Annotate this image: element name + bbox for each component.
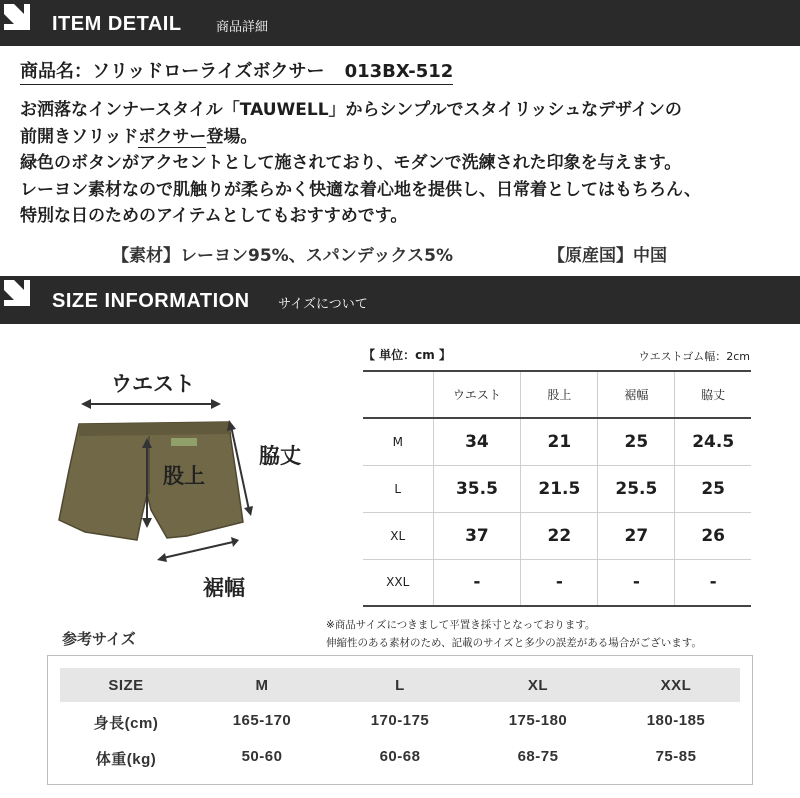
product-name-text: 商品名：ソリッドローライズボクサー bbox=[20, 61, 325, 82]
waist-band-note: ウエストゴム幅：2cm bbox=[638, 350, 750, 363]
table-cell: M bbox=[363, 418, 433, 465]
reference-header-cell: XL bbox=[527, 677, 549, 694]
reference-cell: 165-170 bbox=[232, 712, 292, 729]
size-table-header-cell: 脇丈 bbox=[675, 371, 751, 418]
table-cell: L bbox=[363, 465, 433, 512]
table-cell: - bbox=[675, 559, 751, 606]
size-table-header-cell: ウエスト bbox=[433, 371, 521, 418]
table-cell: 25 bbox=[675, 465, 751, 512]
size-table-header bbox=[363, 371, 751, 418]
reference-size-table bbox=[47, 655, 753, 785]
table-cell: 37 bbox=[433, 512, 521, 559]
reference-cell: 50-60 bbox=[241, 748, 283, 765]
size-table bbox=[363, 370, 751, 607]
table-cell: 34 bbox=[433, 418, 521, 465]
reference-size-title: 参考サイズ bbox=[62, 630, 136, 648]
table-cell: XL bbox=[363, 512, 433, 559]
corner-arrow-icon bbox=[4, 280, 30, 306]
size-note-line: 伸縮性のある素材のため、記載のサイズと多少の誤差がある場合がございます。 bbox=[326, 637, 702, 649]
table-cell: 27 bbox=[598, 512, 675, 559]
table-cell: 25 bbox=[598, 418, 675, 465]
item-detail-header bbox=[0, 0, 800, 46]
reference-header-cell: L bbox=[395, 677, 405, 694]
table-cell: 21 bbox=[521, 418, 598, 465]
origin-info: 【原産国】中国 bbox=[548, 246, 667, 266]
table-cell: 22 bbox=[521, 512, 598, 559]
material-info: 【素材】レーヨン95%、スパンデックス5% bbox=[112, 246, 454, 266]
table-cell: - bbox=[433, 559, 521, 606]
table-row bbox=[363, 418, 751, 465]
product-description bbox=[20, 97, 790, 230]
description-text: 前開きソリッド bbox=[20, 126, 139, 147]
corner-arrow-icon bbox=[4, 4, 30, 30]
reference-cell: 180-185 bbox=[646, 712, 706, 729]
description-line: レーヨン素材なので肌触りが柔らかく快適な着心地を提供し、日常着としてはもちろん、 bbox=[20, 179, 702, 200]
table-cell: 26 bbox=[675, 512, 751, 559]
description-line bbox=[20, 124, 790, 151]
description-line: 特別な日のためのアイテムとしてもおすすめです。 bbox=[20, 206, 408, 226]
size-note-line: ※商品サイズにつきまして平置き採寸となっております。 bbox=[326, 619, 596, 631]
product-name bbox=[20, 57, 453, 85]
size-information-subtitle: サイズについて bbox=[278, 297, 368, 312]
reference-row-label: 体重(kg) bbox=[95, 751, 157, 768]
table-cell: XXL bbox=[363, 559, 433, 606]
item-detail-title: ITEM DETAIL bbox=[52, 13, 182, 35]
table-row bbox=[363, 512, 751, 559]
hem-width-label: 裾幅 bbox=[203, 576, 245, 600]
unit-label: 【 単位：cm 】 bbox=[363, 348, 451, 362]
reference-cell: 60-68 bbox=[379, 748, 421, 765]
size-notes bbox=[326, 616, 702, 652]
size-information-title: SIZE INFORMATION bbox=[52, 290, 250, 312]
size-table-header-cell: 裾幅 bbox=[598, 371, 675, 418]
table-cell: - bbox=[598, 559, 675, 606]
table-cell: - bbox=[521, 559, 598, 606]
reference-cell: 175-180 bbox=[508, 712, 568, 729]
table-row bbox=[363, 465, 751, 512]
description-line: 緑色のボタンがアクセントとして施されており、モダンで洗練された印象を与えます。 bbox=[20, 153, 682, 173]
table-row bbox=[363, 559, 751, 606]
side-length-label: 脇丈 bbox=[259, 444, 301, 468]
product-code: 013BX-512 bbox=[344, 61, 454, 82]
size-table-header-cell bbox=[363, 371, 433, 418]
rise-label: 股上 bbox=[163, 464, 205, 488]
table-cell: 21.5 bbox=[521, 465, 598, 512]
size-information-header bbox=[0, 276, 800, 324]
table-cell: 25.5 bbox=[598, 465, 675, 512]
reference-header-cell: SIZE bbox=[108, 677, 144, 694]
item-detail-subtitle: 商品詳細 bbox=[216, 20, 269, 35]
description-text: 登場。 bbox=[206, 126, 258, 147]
reference-row-label: 身長(cm) bbox=[93, 715, 159, 732]
reference-header-cell: M bbox=[255, 677, 269, 694]
table-cell: 35.5 bbox=[433, 465, 521, 512]
table-cell: 24.5 bbox=[675, 418, 751, 465]
reference-cell: 170-175 bbox=[370, 712, 430, 729]
size-table-header-cell: 股上 bbox=[521, 371, 598, 418]
description-emphasis: ボクサー bbox=[138, 126, 207, 147]
reference-cell: 68-75 bbox=[517, 748, 559, 765]
reference-header-cell: XXL bbox=[660, 677, 692, 694]
reference-cell: 75-85 bbox=[655, 748, 697, 765]
description-line: お洒落なインナースタイル「TAUWELL」からシンプルでスタイリッシュなデザインの bbox=[20, 100, 682, 120]
size-diagram bbox=[55, 360, 315, 600]
waist-label: ウエスト bbox=[111, 372, 195, 396]
